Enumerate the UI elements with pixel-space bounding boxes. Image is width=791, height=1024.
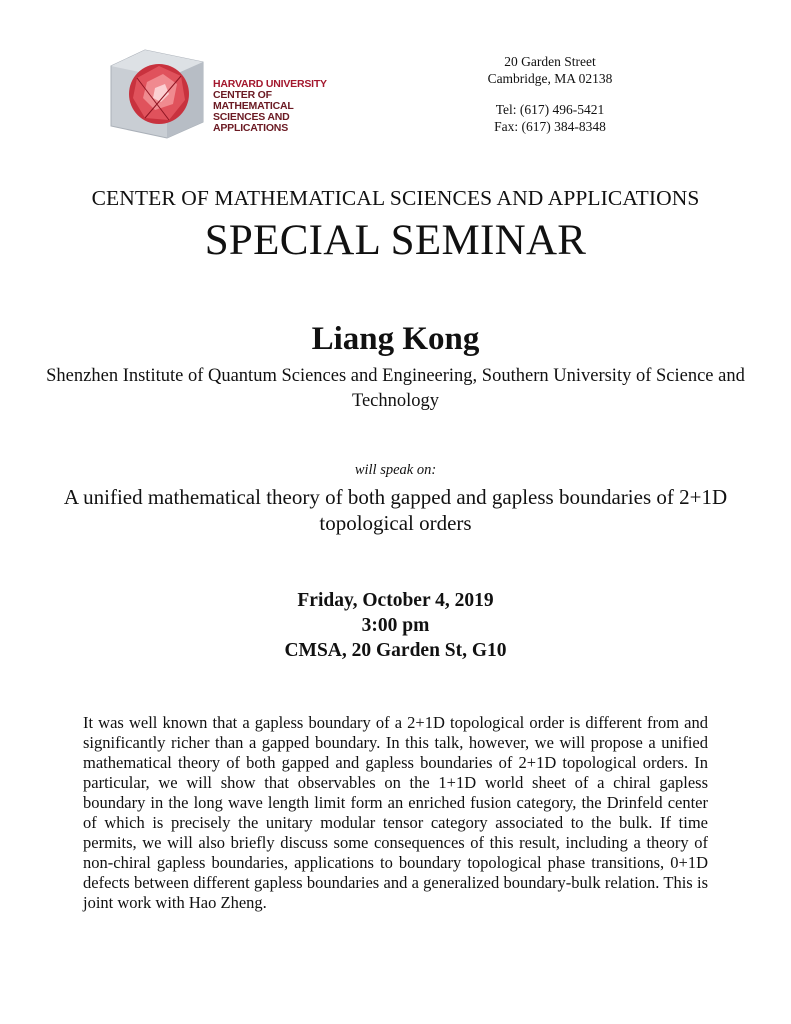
address-tel: Tel: (617) 496-5421 [495,102,605,117]
address-city: Cambridge, MA 02138 [487,70,613,86]
event-location: CMSA, 20 Garden St, G10 [284,640,507,661]
address-fax: Fax: (617) 384-8348 [494,118,606,134]
event-date: Friday, October 4, 2019 [297,590,494,611]
abstract-paragraph: It was well known that a gapless boundary of a 2+1D topological order is different from and significantly richer than a gapped boundary. In this talk, however, we will propose a unified mathematical theory of both gapped and gapless boundaries of 2+1D topological orders. In particular, we will show that observables on the 1+1D world sheet of a chiral gapless boundary in the long wave length limit form an enriched fusion category, the Drinfeld center of which is precisely the unitary modular tensor category associated to the bulk. If time permits, we will also briefly discuss some consequences of this result, including a theory of non-chiral gapless boundaries, applications to boundary topological phase transitions, 0+1D defects between different gapless boundaries and a generalized boundary-bulk relation. This is joint work with Hao Zheng. [83,713,708,912]
logo-line-university: HARVARD UNIVERSITY [213,78,327,90]
talk-title: A unified mathematical theory of both gapped and gapless boundaries of 2+1D topological orders [63,485,728,535]
cube-polyhedron-logo-icon [107,48,207,140]
schedule-block [0,588,791,663]
speaker-affiliation: Shenzhen Institute of Quantum Sciences and Engineering, Southern University of Science and Technology [46,366,745,411]
speaker-name: Liang Kong [311,321,480,357]
logo-line-sciences: SCIENCES AND APPLICATIONS [213,111,290,134]
logo-line-center: CENTER OF MATHEMATICAL [213,89,294,112]
cmsa-logo [107,48,342,140]
speak-on-label: will speak on: [354,462,437,478]
event-time: 3:00 pm [361,615,430,636]
logo-wordmark [213,79,342,134]
event-type-heading: SPECIAL SEMINAR [204,217,587,264]
address-block [470,54,630,135]
center-name-heading: CENTER OF MATHEMATICAL SCIENCES AND APPLICATIONS [91,186,700,210]
address-street: 20 Garden Street [504,54,596,69]
